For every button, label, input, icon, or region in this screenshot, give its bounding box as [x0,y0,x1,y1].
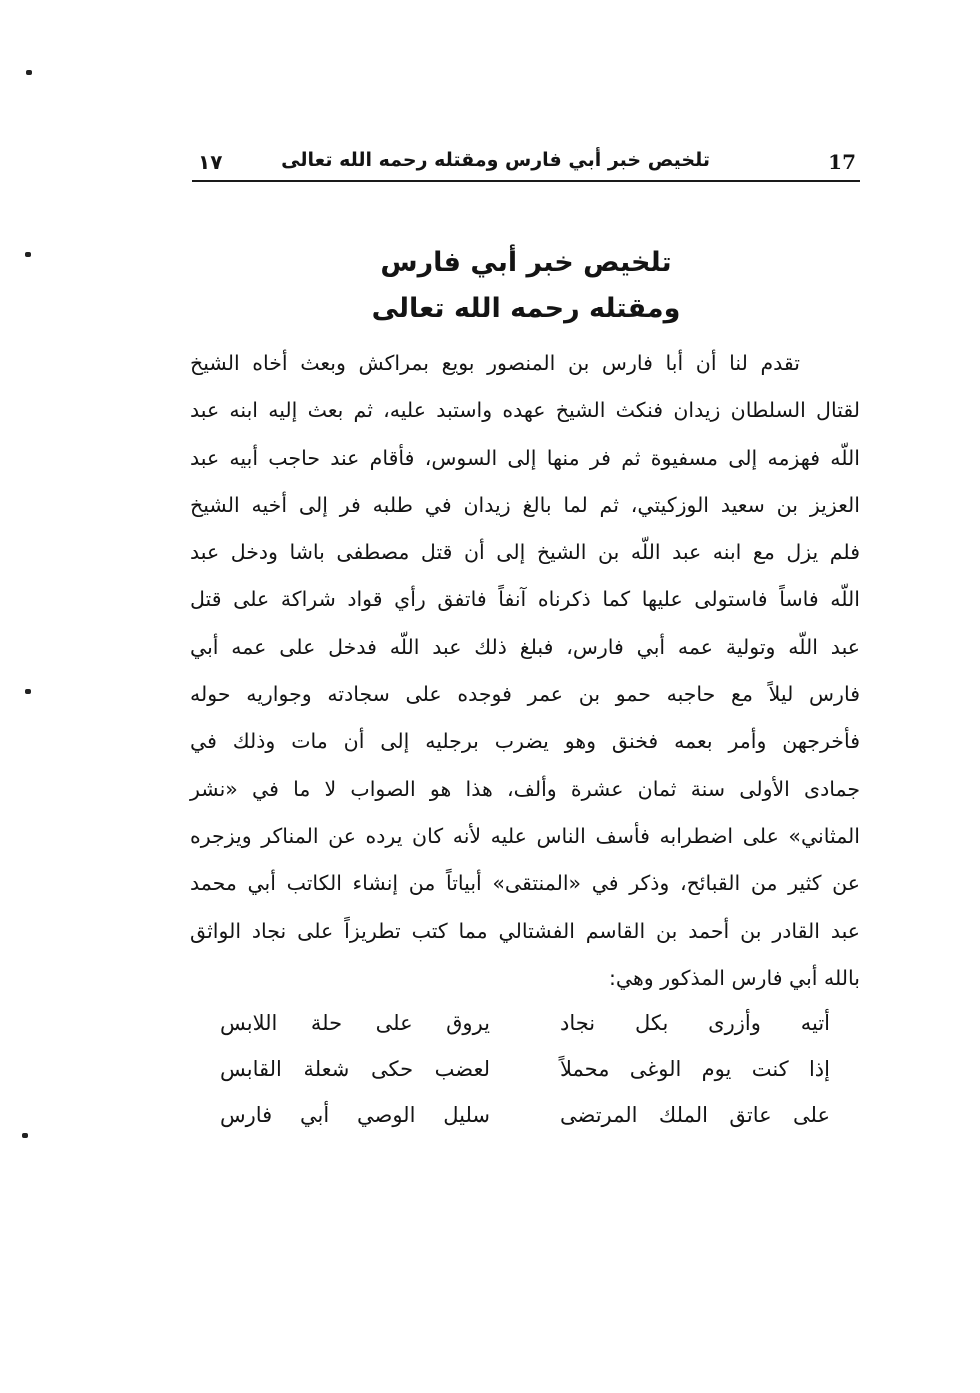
scan-speck [22,1133,28,1138]
poem-verse [220,1046,830,1092]
body-line: اللّه فاساً فاستولى عليها كما ذكرناه آنفاً فاتفق رأي قواد شراكة على قتل [190,587,860,612]
running-title: تلخيص خبر أبي فارس ومقتله رحمه الله تعالى [281,149,710,171]
scan-speck [25,252,31,257]
body-line: لقتال السلطان زيدان فنكث الشيخ عهده واستبد عليه، ثم بعث إليه ابنه عبد [190,398,860,423]
body-line: العزيز بن سعيد الوزكيتي، ثم لما بالغ زيدان في طلبه فر إلى أخيه الشيخ [190,492,860,517]
scan-speck [26,70,32,75]
poem-second-hemistich: سليل الوصي أبي فارس [220,1103,490,1127]
body-line: جمادى الأولى سنة ثمان عشرة وألف، هذا هو الصواب لا ما في «نشر [190,776,860,801]
page-number-arabic: ١٧ [198,150,223,174]
scan-speck [25,689,31,694]
section-title-line-2: ومقتله رحمه الله تعالى [371,293,681,324]
body-line: فارس ليلاً مع حاجبه حمو بن عمر فوجده على سجادته وجواريه حوله [190,682,860,707]
poem-first-hemistich: إذا كنت يوم الوغى محملاً [560,1057,830,1081]
poem-verse [220,1092,830,1138]
body-line: اللّه فهزمه إلى مسفيوة ثم فر منها إلى السوس، فأقام عند حاجب أبيه عبد [190,445,860,470]
section-title-line-1: تلخيص خبر أبي فارس [380,247,672,278]
body-paragraph [190,340,860,1002]
body-line: فلم يزل مع ابنه عبد اللّه بن الشيخ إلى أن قتل مصطفى باشا ودخل عبد [190,540,860,565]
body-line: المثاني» على اضطرابه فأسف الناس عليه لأنه كان يرده عن المناكر ويزجره [190,823,860,848]
body-line: عبد اللّه وتولية عمه أبي فارس، فبلغ ذلك عبد اللّه فدخل على عمه أبي [190,634,860,659]
body-line: بالله أبي فارس المذكور وهي: [608,965,860,990]
section-title [192,240,860,332]
poem-first-hemistich: أتيه وأزرى بكل نجاد [560,1011,830,1035]
body-line: عبد القادر بن أحمد بن القاسم الفشتالي مما كتب تطريزاً على نجاد الواثق [190,918,860,943]
body-line: تقدم لنا أن أبا فارس بن المنصور بويع بمراكش وبعث أخاه الشيخ [190,351,800,375]
poem-second-hemistich: لعضب حكى شعلة القابس [220,1057,490,1081]
poem-second-hemistich: يروق على حلة اللابس [220,1011,490,1035]
body-line: عن كثير من القبائح، وذكر في «المنتقى» أبياتاً من إنشاء الكاتب أبي محمد [190,871,860,896]
page-number-latin: 17 [828,150,856,174]
poem [220,1000,830,1138]
running-header [192,146,860,182]
body-line: فأخرجهن وأمر بعمه فخنق وهو يضرب برجليه إلى أن مات وذلك في [190,729,860,754]
poem-verse [220,1000,830,1046]
poem-first-hemistich: على عاتق الملك المرتضى [560,1103,830,1127]
